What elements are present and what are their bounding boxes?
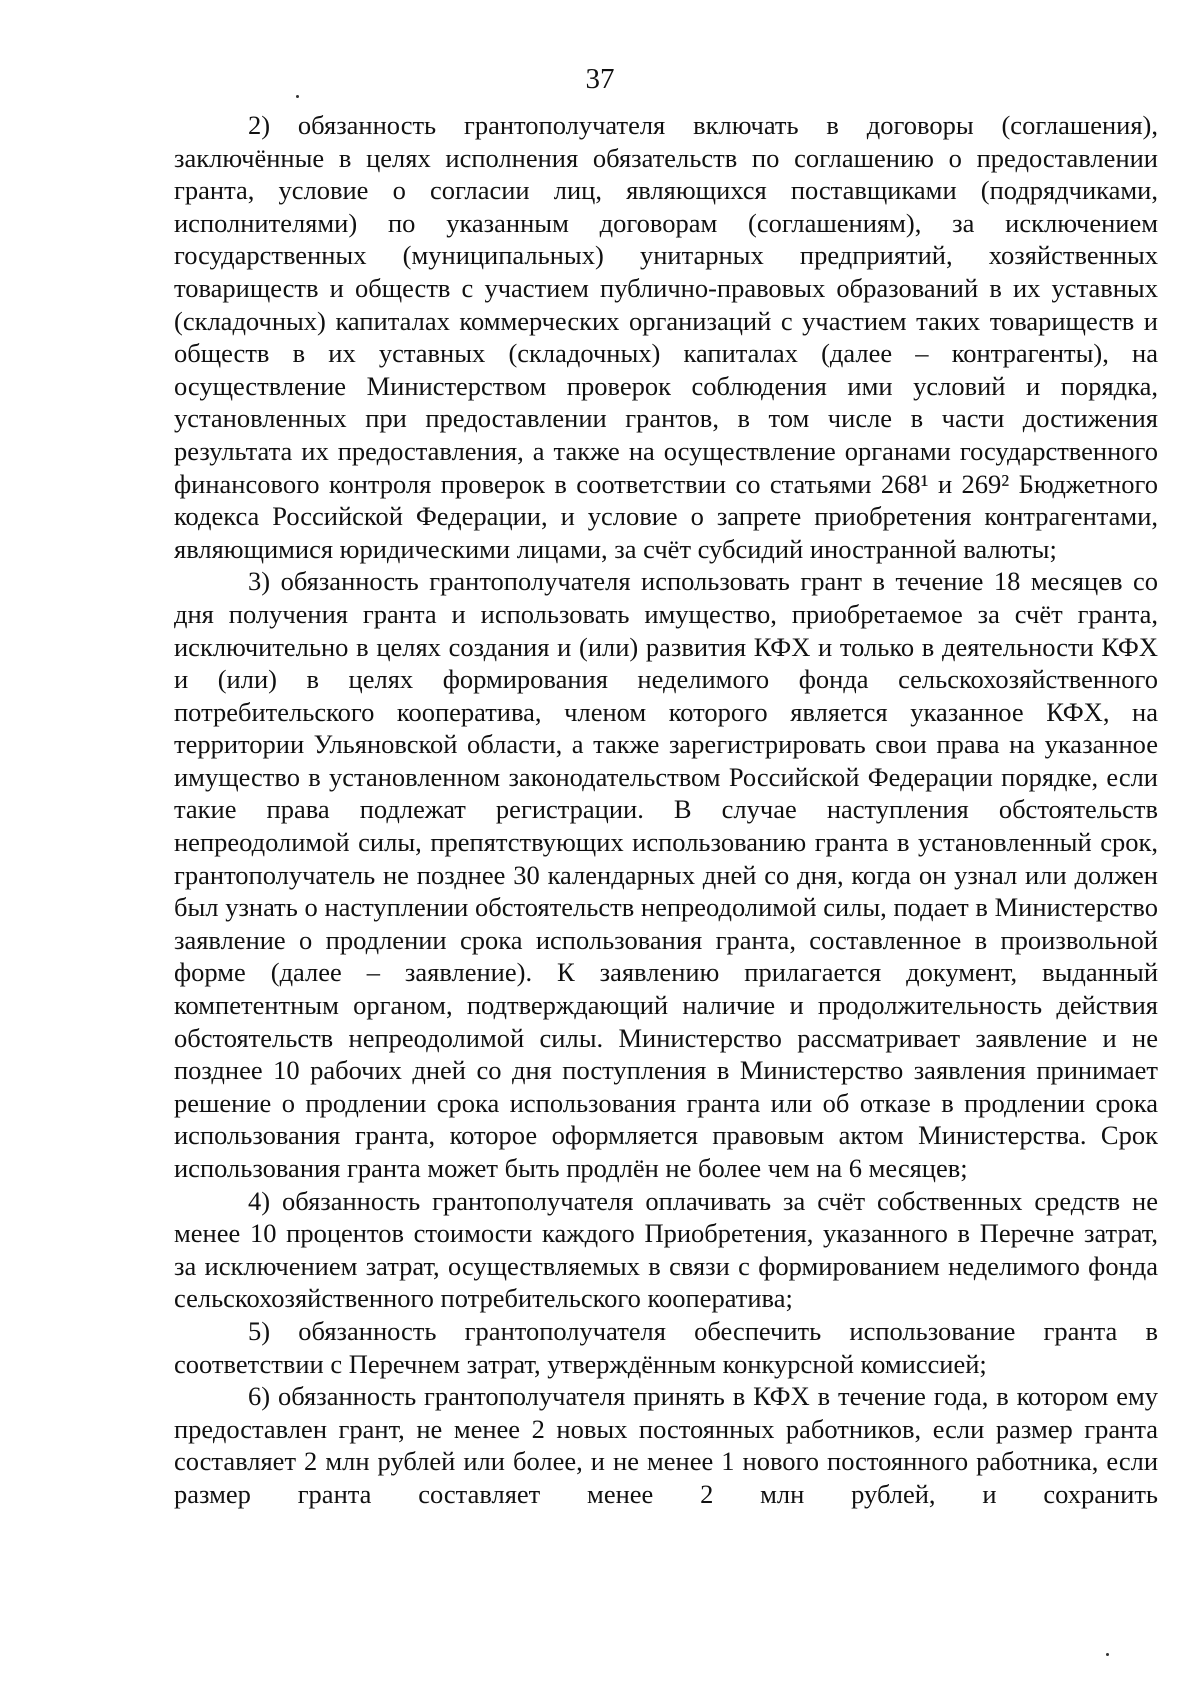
page-number: 37	[585, 63, 615, 95]
paragraph-item-3: 3) обязанность грантополучателя использовать грант в течение 18 месяцев со дня получения гранта и использовать имущество, приобретаемое за счёт гранта, исключительно в целях создания и (или) развития КФХ и только в деятельности КФХ и (или) в целях формирования неделимого фонда сельскохозяйственного потребительского кооператива, членом которого является указанное КФХ, на территории Ульяновской области, а также зарегистрировать свои права на указанное имущество в установленном законодательством Российской Федерации порядке, если такие права подлежат регистрации. В случае наступления обстоятельств непреодолимой силы, препятствующих использованию гранта в установленный срок, грантополучатель не позднее 30 календарных дней со дня, когда он узнал или должен был узнать о наступлении обстоятельств непреодолимой силы, подает в Министерство заявление о продлении срока использования гранта, составленное в произвольной форме (далее – заявление). К заявлению прилагается документ, выданный компетентным органом, подтверждающий наличие и продолжительность действия обстоятельств непреодолимой силы. Министерство рассматривает заявление и не позднее 10 рабочих дней со дня поступления в Министерство заявления принимает решение о продлении срока использования гранта или об отказе в продлении срока использования гранта, которое оформляется правовым актом Министерства. Срок использования гранта может быть продлён не более чем на 6 месяцев;	[174, 566, 1158, 1183]
document-body	[174, 109, 1158, 1511]
scan-speck	[296, 95, 299, 98]
paragraph-item-6: 6) обязанность грантополучателя принять в КФХ в течение года, в котором ему предоставлен грант, не менее 2 новых постоянных работников, если размер гранта составляет 2 млн рублей или более, и не менее 1 нового постоянного работника, если размер гранта составляет менее 2 млн рублей, и сохранить	[174, 1381, 1158, 1509]
scan-speck	[1106, 1653, 1109, 1656]
paragraph-item-5: 5) обязанность грантополучателя обеспечить использование гранта в соответствии с Перечнем затрат, утверждённым конкурсной комиссией;	[174, 1315, 1158, 1379]
paragraph-item-4: 4) обязанность грантополучателя оплачивать за счёт собственных средств не менее 10 процентов стоимости каждого Приобретения, указанного в Перечне затрат, за исключением затрат, осуществляемых в связи с формированием неделимого фонда сельскохозяйственного потребительского кооператива;	[174, 1185, 1158, 1314]
paragraph-item-2: 2) обязанность грантополучателя включать в договоры (соглашения), заключённые в целях исполнения обязательств по соглашению о предоставлении гранта, условие о согласии лиц, являющихся поставщиками (подрядчиками, исполнителями) по указанным договорам (соглашениям), за исключением государственных (муниципальных) унитарных предприятий, хозяйственных товариществ и обществ с участием публично-правовых образований в их уставных (складочных) капиталах коммерческих организаций с участием таких товариществ и обществ в их уставных (складочных) капиталах (далее – контрагенты), на осуществление Министерством проверок соблюдения ими условий и порядка, установленных при предоставлении грантов, в том числе в части достижения результата их предоставления, а также на осуществление органами государственного финансового контроля проверок в соответствии со статьями 268¹ и 269² Бюджетного кодекса Российской Федерации, и условие о запрете приобретения контрагентами, являющимися юридическими лицами, за счёт субсидий иностранной валюты;	[174, 110, 1158, 564]
